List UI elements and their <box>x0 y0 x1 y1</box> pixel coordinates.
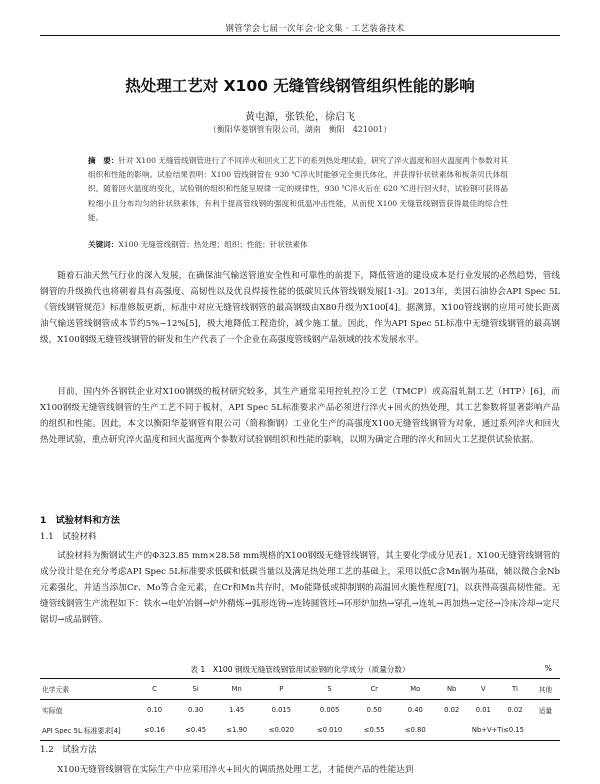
subsection-heading-1-1: 1.1 试验材料 <box>40 532 97 542</box>
methods-paragraph: X100无缝管线钢管在实际生产中应采用淬火+回火的调质热处理工艺，才能使产品的性能达到 <box>57 765 414 775</box>
table-cell: 0.10 <box>146 706 163 714</box>
table-cell: 0.30 <box>188 706 204 714</box>
table-unit: % <box>544 664 552 673</box>
table-cell: ≤0.80 <box>404 726 426 734</box>
table-header-row <box>40 679 560 700</box>
section-heading-1: 1 试验材料和方法 <box>40 515 120 526</box>
table-header-cell: 化学元素 <box>42 686 70 694</box>
table-cell: 0.02 <box>444 706 460 714</box>
paper-affiliation: （衡阳华菱钢管有限公司，湖南 衡阳 421001） <box>208 125 392 134</box>
table-caption-text: 表 1 X100 钢级无缝管线钢管用试验钢的化学成分（质量分数） <box>190 665 410 674</box>
paper-title: 热处理工艺对 X100 无缝管线钢管组织性能的影响 <box>125 77 475 95</box>
table-cell: 0.02 <box>507 706 523 714</box>
table-caption <box>40 664 560 675</box>
table-cell: ≤0.45 <box>185 726 207 734</box>
table-header-cell: Nb <box>446 685 457 693</box>
table-cell: ≤0.55 <box>363 726 385 734</box>
abstract-label: 摘 要： <box>88 156 119 165</box>
table-cell: ≤0.020 <box>268 726 294 734</box>
table-cell: ≤0.16 <box>144 726 165 734</box>
table-header-cell: Mo <box>410 685 421 693</box>
chemical-composition-table <box>40 678 560 741</box>
table-header-cell: Si <box>192 685 199 693</box>
table-cell: 适量 <box>538 707 553 715</box>
running-head: 钢管学会七届一次年会·论文集 · 工艺装备技术 <box>225 24 405 34</box>
table-cell: 实际值 <box>42 707 63 715</box>
table-cell: 0.01 <box>475 706 491 714</box>
paper-authors: 黄屯源，张铁伦，徐启飞 <box>245 112 355 123</box>
table-cell: 0.40 <box>407 706 423 714</box>
table-row <box>40 700 560 721</box>
table-cell: 0.50 <box>366 706 382 714</box>
keywords <box>88 239 508 250</box>
table-header-cell: C <box>152 685 157 693</box>
abstract-text: 针对 X100 无缝管线钢管进行了不同淬火和回火工艺下的系列热处理试验，研究了淬火温度和回火温度两个参数对其组织和性能的影响。试验结果表明：X100 管线钢管在 930 ℃淬火时能够完全奥氏体化，并获得针状铁素体和板条贝氏体组织。随着回火温度的变化，试验钢的组织和性能呈规律一定的规律性，930 ℃淬火后在 620 ℃进行回火时，试验钢可获得晶粒细小且分布均匀的针状铁素体，有利于提高管线钢的强度和低温冲击性能，从而使 X100 无缝管线钢管获得最佳的综合性能。 <box>88 156 508 222</box>
table-cell: 0.015 <box>271 706 292 714</box>
table-header-cell: 其他 <box>538 686 553 694</box>
table-header-cell: Mn <box>231 685 242 693</box>
table-header-cell: S <box>327 685 332 693</box>
abstract <box>88 154 508 225</box>
table-cell: 1.45 <box>229 706 245 714</box>
keywords-text: X100 无缝管线钢管；热处理；组织；性能；针状铁素体 <box>118 240 308 249</box>
table-cell: 0.005 <box>319 706 340 714</box>
table-header-cell: V <box>480 685 486 693</box>
table-header-cell: Ti <box>512 685 518 693</box>
table-row <box>40 720 560 741</box>
table-cell: ≤0.010 <box>316 726 343 734</box>
table-cell: Nb+V+Ti≤0.15 <box>471 726 524 734</box>
table-header-cell: Cr <box>370 685 378 693</box>
intro-paragraph-2: 目前，国内外各钢铁企业对X100钢级的板材研究较多，其生产通常采用控轧控冷工艺（TMCP）或高温轧制工艺（HTP）[6]，而X100钢级无缝管线钢管的生产工艺不同于板材，API Spec 5L标准要求产品必须进行淬火+回火的热处理，其工艺参数将显著影响产品的组织和性能。因此，本文以衡阳华菱钢管有限公司（简称衡钢）工业化生产的高强度X100无缝管线钢管为对象，通过系列淬火和回火热处理试验，重点研究淬火温度和回火温度两个参数对试验钢组织和性能的影响，以期为确定合理的淬火和回火工艺提供试验依据。 <box>40 387 560 445</box>
table-header-cell: P <box>279 685 284 693</box>
table-cell: ≤1.90 <box>226 726 248 734</box>
header-rule <box>40 35 560 36</box>
subsection-heading-1-2: 1.2 试验方法 <box>40 745 97 755</box>
keywords-label: 关键词： <box>88 240 119 249</box>
table-cell: API Spec 5L 标准要求[4] <box>42 727 121 735</box>
intro-paragraph-1: 随着石油天然气行业的深入发展，在确保油气输送管道安全性和可靠性的前提下，降低管道的建设成本是行业发展的必然趋势，管线钢管的升级换代也将朝着具有高强度、高韧性以及优良焊接性能的低碳贝氏体管线钢发展[1-3]。2013年，美国石油协会API Spec 5L《管线钢管规范》标准修版更新，标准中对应无缝管线钢管的最高钢级由X80升级为X100[4]。据测算，X100管线钢的应用可使长距离油气输送管线钢管成本节约5%~12%[5]，极大地降低工程造价，减少施工量。因此，作为API Spec 5L标准中无缝管线钢管的最高钢级，X100钢级无缝管线钢管的研发和生产代表了一个企业在高强度管线钢产品领域的技术发展水平。 <box>40 271 560 345</box>
materials-paragraph: 试验材料为衡钢试生产的Φ323.85 mm×28.58 mm规格的X100钢级无缝管线钢管，其主要化学成分见表1。X100无缝管线钢管的成分设计是在充分考虑API Spec 5L标准要求低碳和低碳当量以及满足热处理工艺的基础上，采用以低C含Mn钢为基础，辅以微合金Nb元素强化，并适当添加Cr、Mo等合金元素，在Cr和Mn共存时，Mo能降低或抑制钢的高温回火脆性程度[7]，以获得高强高韧性能。无缝管线钢管生产流程如下：铁水→电炉冶钢→炉外精炼→弧形连铸→连铸圆管坯→环形炉加热→穿孔→连轧→再加热→定径→冷床冷却→定尺锯切→成品钢管。 <box>40 551 560 625</box>
